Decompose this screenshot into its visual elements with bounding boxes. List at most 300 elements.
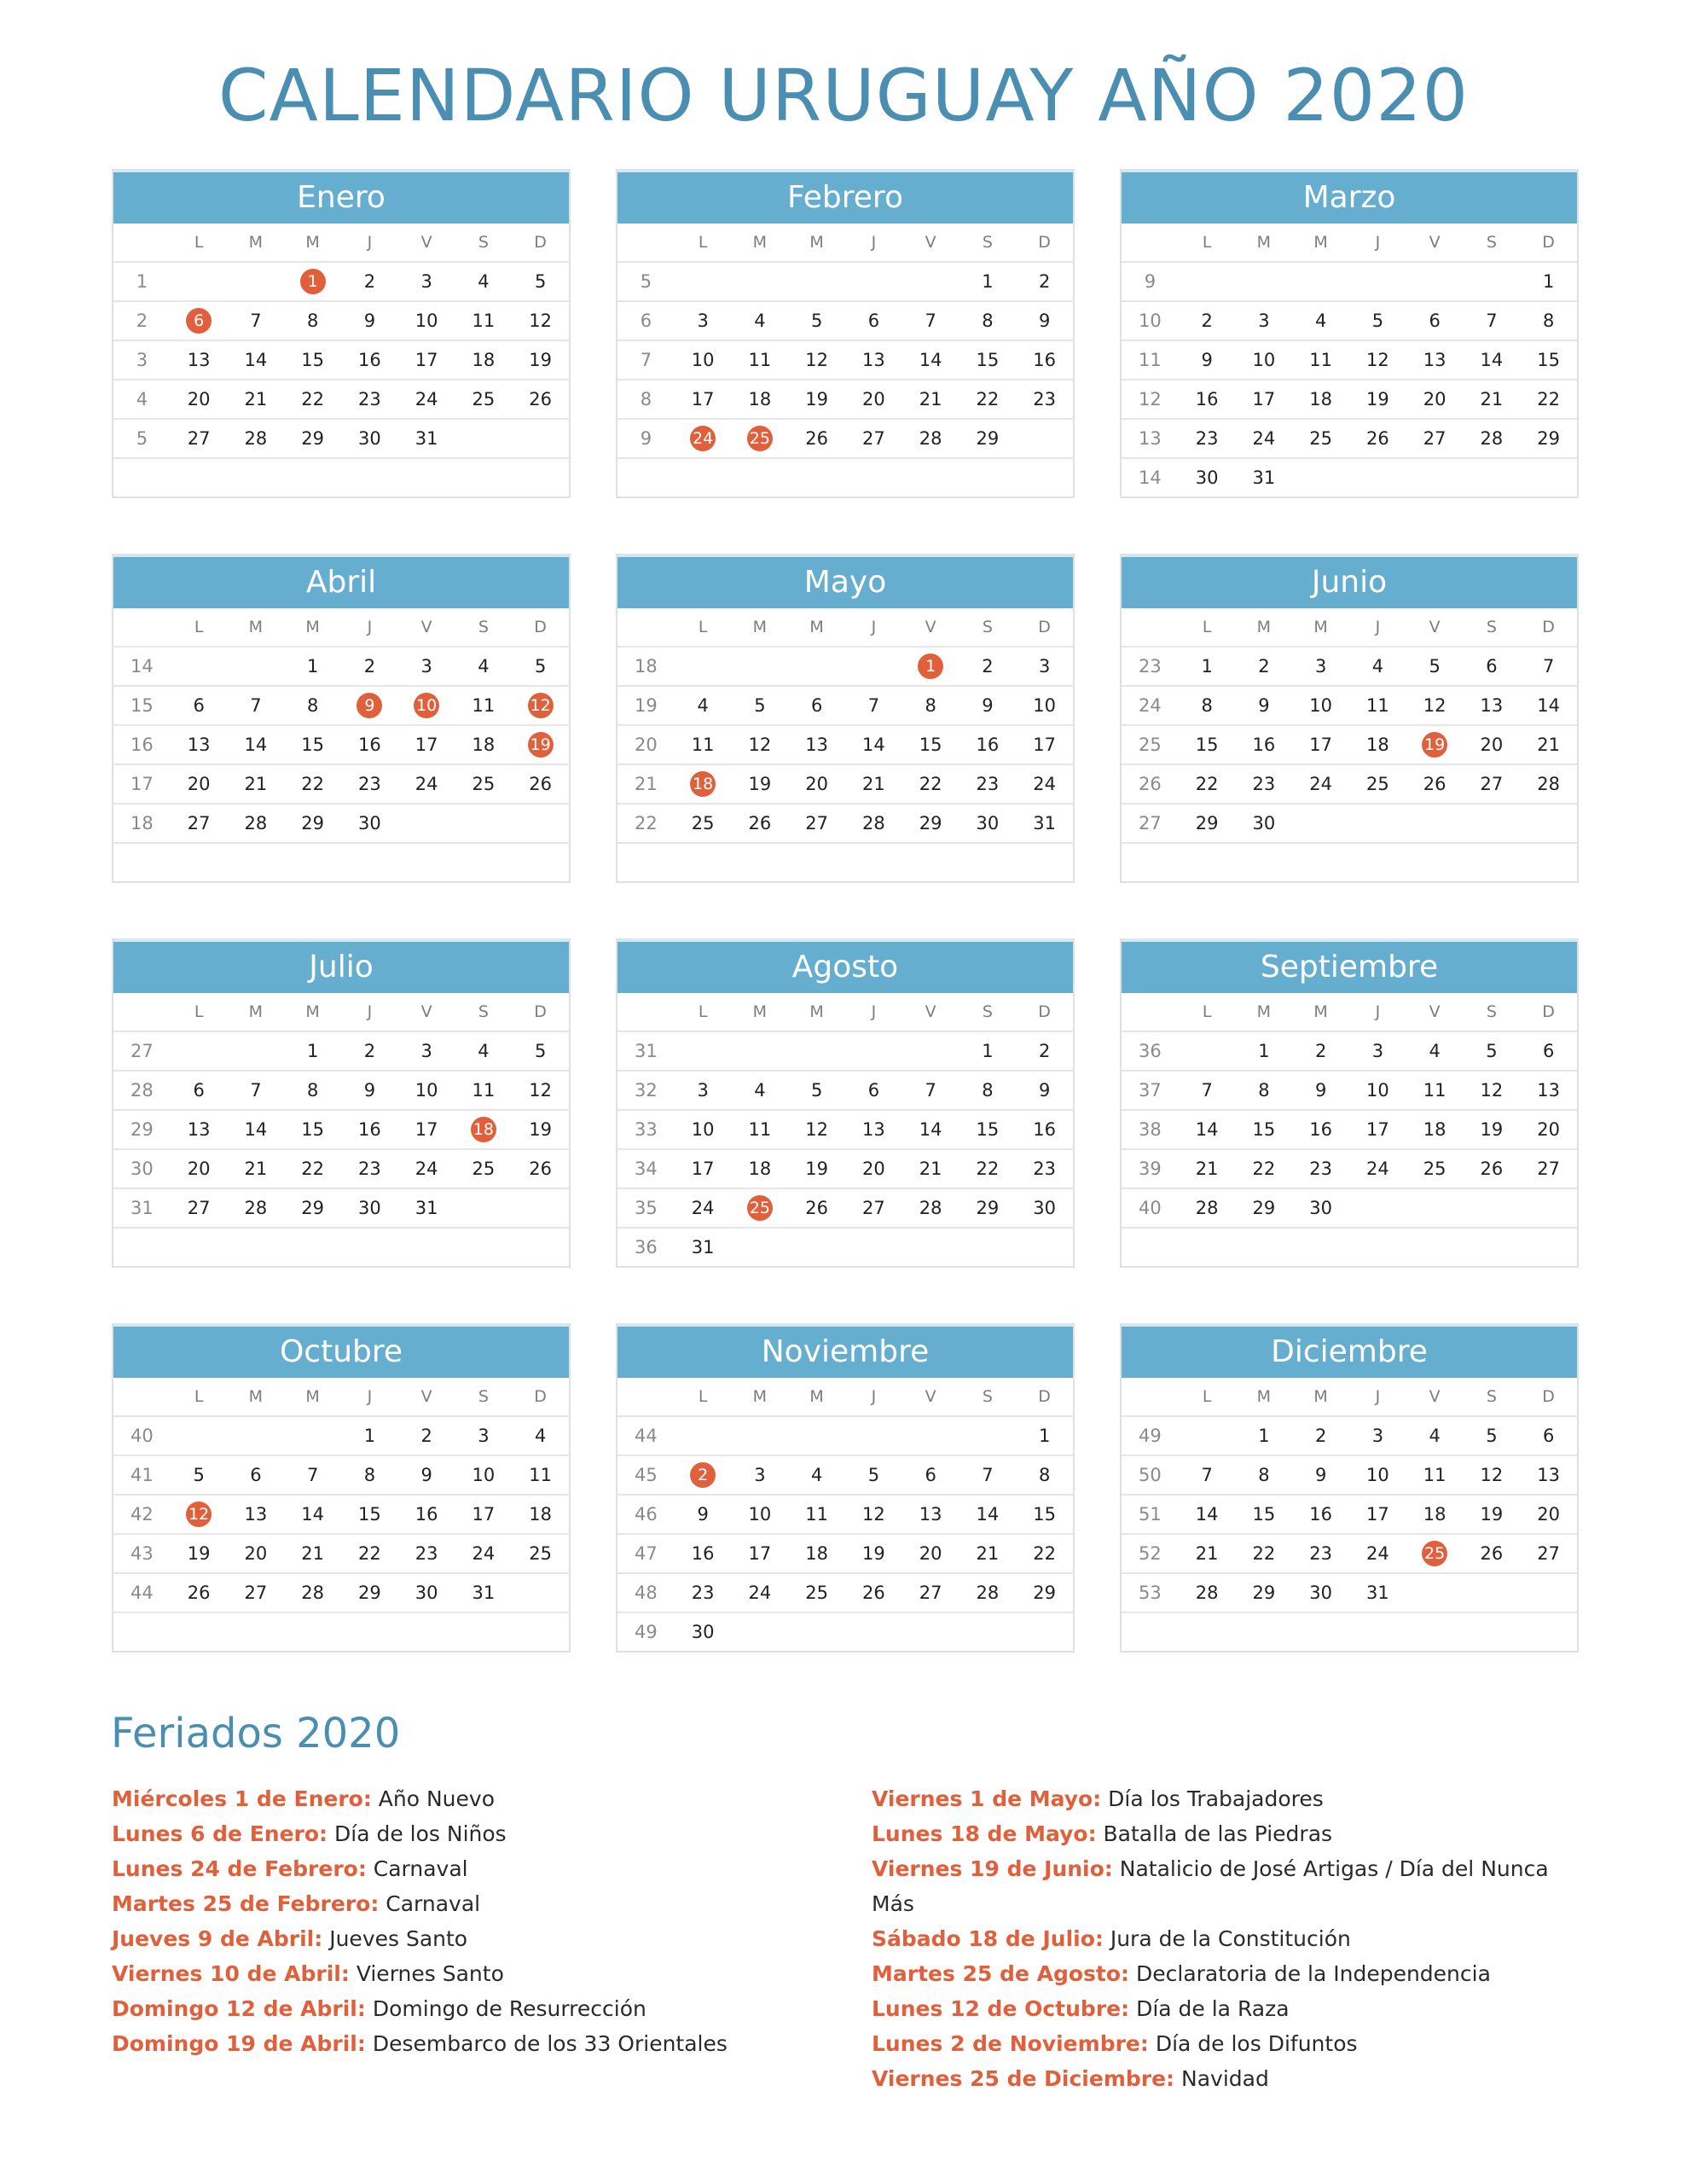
day-cell	[1520, 459, 1577, 497]
day-cell: 15	[1537, 350, 1560, 370]
day-cell: 5	[810, 1080, 823, 1101]
day-cell: 1	[1542, 271, 1555, 292]
day-cell: 19	[748, 774, 772, 794]
day-cell: 9	[420, 1465, 432, 1485]
day-cell	[902, 263, 959, 300]
day-cell	[1406, 1535, 1464, 1572]
day-cell: 1	[306, 1041, 319, 1061]
day-cell: 11	[472, 1080, 496, 1101]
week-row	[617, 263, 1073, 302]
day-cell: 25	[472, 1159, 496, 1179]
week-number: 49	[635, 1622, 658, 1642]
day-cell	[1520, 1228, 1577, 1266]
day-name: S	[982, 233, 993, 252]
day-name: M	[752, 233, 768, 252]
day-cell: 30	[1252, 813, 1276, 834]
day-cell	[512, 1189, 569, 1227]
day-cell: 16	[1033, 350, 1056, 370]
day-cell: 27	[862, 428, 885, 449]
week-row	[113, 1032, 569, 1072]
holiday-item	[112, 1956, 828, 1991]
week-row	[113, 844, 569, 881]
day-cell: 25	[1423, 1159, 1446, 1179]
day-cell	[845, 263, 902, 300]
day-cell	[284, 1417, 341, 1455]
day-cell	[341, 459, 398, 497]
day-cell	[675, 1032, 732, 1070]
day-cell: 7	[867, 695, 880, 716]
day-cell	[1406, 1574, 1464, 1612]
day-cell	[1016, 1613, 1073, 1651]
day-cell: 29	[976, 428, 1000, 449]
day-cell: 10	[1309, 695, 1332, 716]
day-cell: 31	[1252, 468, 1276, 488]
day-cell: 3	[1038, 656, 1051, 677]
day-cell	[512, 1228, 569, 1266]
day-cell: 7	[1486, 311, 1498, 331]
day-cell	[675, 1456, 732, 1494]
day-cell	[1292, 1228, 1349, 1266]
week-number-header	[113, 224, 171, 261]
day-name: S	[1486, 1002, 1497, 1021]
day-cell	[398, 844, 455, 881]
day-cell	[512, 687, 569, 724]
week-row	[113, 420, 569, 459]
day-cell: 4	[478, 271, 490, 292]
week-number: 14	[1139, 468, 1162, 488]
day-cell: 22	[1252, 1543, 1276, 1564]
week-number: 8	[640, 389, 652, 410]
week-number: 24	[1139, 695, 1162, 716]
week-number: 50	[1139, 1465, 1162, 1485]
week-row	[113, 1189, 569, 1228]
week-row	[113, 1456, 569, 1496]
day-cell: 2	[1314, 1426, 1327, 1446]
day-cell	[1349, 804, 1406, 842]
day-cell: 28	[1480, 428, 1504, 449]
day-cell: 13	[805, 735, 828, 755]
day-name: J	[871, 1002, 877, 1021]
day-cell: 18	[1366, 735, 1389, 755]
week-row	[617, 302, 1073, 341]
day-cell: 16	[1309, 1504, 1332, 1525]
day-cell: 29	[919, 813, 942, 834]
day-name: V	[1429, 1002, 1441, 1021]
day-cell	[171, 459, 228, 497]
day-cell: 14	[976, 1504, 1000, 1525]
day-cell: 8	[306, 695, 319, 716]
day-cell: 8	[1258, 1080, 1270, 1101]
day-cell: 22	[358, 1543, 381, 1564]
day-cell: 28	[1537, 774, 1560, 794]
month-2	[1120, 169, 1579, 498]
week-row	[1122, 1072, 1577, 1111]
day-cell: 16	[358, 1119, 381, 1140]
week-row	[1122, 726, 1577, 765]
day-cell	[1236, 844, 1293, 881]
day-cell	[1349, 1228, 1406, 1266]
day-cell: 31	[1033, 813, 1056, 834]
day-cell: 29	[1033, 1583, 1056, 1603]
feriados-title: Feriados 2020	[111, 1710, 401, 1757]
holiday-date: Viernes 10 de Abril:	[112, 1961, 350, 1986]
day-cell: 22	[1195, 774, 1219, 794]
month-name: Junio	[1122, 554, 1577, 608]
day-cell	[171, 844, 228, 881]
day-name: J	[367, 233, 373, 252]
day-cell: 6	[1429, 311, 1441, 331]
day-cell: 5	[754, 695, 766, 716]
day-cell: 29	[301, 813, 324, 834]
day-name: D	[534, 233, 547, 252]
day-cell: 23	[691, 1583, 715, 1603]
day-cell: 10	[415, 311, 438, 331]
day-cell: 12	[805, 1119, 828, 1140]
day-cell	[455, 1111, 513, 1148]
week-row	[1122, 341, 1577, 380]
day-cell: 6	[250, 1465, 262, 1485]
day-cell: 30	[358, 428, 381, 449]
day-cell	[788, 263, 845, 300]
day-cell: 20	[805, 774, 828, 794]
day-cell: 15	[301, 735, 324, 755]
day-cell	[341, 844, 398, 881]
day-cell	[284, 263, 341, 300]
day-cell: 20	[862, 389, 885, 410]
day-name: L	[1202, 618, 1212, 636]
day-cell: 7	[1201, 1465, 1213, 1485]
day-cell: 17	[1252, 389, 1276, 410]
day-cell: 4	[1429, 1041, 1441, 1061]
day-cell	[1016, 844, 1073, 881]
week-number: 9	[640, 428, 652, 449]
day-cell: 14	[301, 1504, 324, 1525]
day-cell: 20	[187, 774, 211, 794]
week-number	[113, 459, 171, 497]
day-cell	[455, 1228, 513, 1266]
day-cell: 8	[1201, 695, 1213, 716]
holiday-marker: 24	[690, 426, 716, 451]
day-cell: 25	[805, 1583, 828, 1603]
week-row	[113, 1072, 569, 1111]
day-cell: 7	[1201, 1080, 1213, 1101]
day-cell	[1349, 459, 1406, 497]
week-row	[1122, 687, 1577, 726]
day-cell: 23	[415, 1543, 438, 1564]
holiday-date: Domingo 19 de Abril:	[112, 2031, 366, 2056]
day-name: M	[1313, 618, 1328, 636]
week-number: 37	[1139, 1080, 1162, 1101]
day-name: V	[925, 618, 936, 636]
day-cell: 24	[1033, 774, 1056, 794]
day-cell: 3	[420, 1041, 432, 1061]
week-row	[1122, 844, 1577, 881]
day-name: D	[1038, 1002, 1051, 1021]
week-number	[113, 844, 171, 881]
day-cell: 6	[867, 311, 880, 331]
day-cell: 31	[472, 1583, 496, 1603]
day-cell	[228, 1417, 285, 1455]
day-cell	[675, 420, 732, 457]
day-cell: 1	[1038, 1426, 1051, 1446]
week-row	[617, 844, 1073, 881]
day-cell	[228, 844, 285, 881]
day-name: S	[478, 1002, 489, 1021]
day-name: M	[1256, 618, 1272, 636]
day-cell	[171, 1496, 228, 1533]
holiday-date: Viernes 25 de Diciembre:	[872, 2066, 1175, 2091]
day-cell	[732, 1032, 789, 1070]
week-row	[617, 420, 1073, 459]
week-row	[617, 459, 1073, 497]
day-name: D	[1542, 618, 1555, 636]
day-cell: 28	[919, 428, 942, 449]
day-cell: 25	[691, 813, 715, 834]
day-cell: 16	[1195, 389, 1219, 410]
day-cell: 17	[1309, 735, 1332, 755]
day-cell: 13	[1423, 350, 1446, 370]
day-cell: 9	[363, 1080, 376, 1101]
day-cell: 9	[363, 311, 376, 331]
week-number: 49	[1139, 1426, 1162, 1446]
holiday-list-left	[112, 1781, 828, 2061]
day-cell: 16	[1033, 1119, 1056, 1140]
holiday-date: Lunes 18 de Mayo:	[872, 1821, 1097, 1846]
holiday-marker: 1	[918, 653, 943, 679]
day-cell: 25	[472, 774, 496, 794]
holiday-item	[112, 1921, 828, 1956]
day-cell	[675, 263, 732, 300]
day-cell: 11	[691, 735, 715, 755]
day-cell	[455, 1189, 513, 1227]
day-cell: 17	[748, 1543, 772, 1564]
day-cell	[512, 420, 569, 457]
day-cell	[845, 1032, 902, 1070]
day-name: V	[420, 618, 432, 636]
day-name: L	[194, 233, 204, 252]
day-cell	[284, 1613, 341, 1651]
day-cell	[732, 459, 789, 497]
day-cell: 9	[697, 1504, 709, 1525]
day-cell: 6	[810, 695, 823, 716]
day-cell: 5	[867, 1465, 880, 1485]
week-number	[1122, 1613, 1179, 1651]
day-cell	[1520, 804, 1577, 842]
week-row	[1122, 1150, 1577, 1189]
day-name: M	[1256, 1002, 1272, 1021]
week-row	[113, 302, 569, 341]
day-cell	[1406, 1228, 1464, 1266]
week-number: 9	[1144, 271, 1157, 292]
month-8	[1120, 938, 1579, 1268]
day-cell: 11	[1309, 350, 1332, 370]
day-cell	[1406, 1189, 1464, 1227]
day-cell: 28	[301, 1583, 324, 1603]
week-number: 12	[1139, 389, 1162, 410]
day-name: S	[478, 1387, 489, 1406]
day-cell	[732, 1189, 789, 1227]
day-cell: 26	[187, 1583, 211, 1603]
week-row	[617, 1613, 1073, 1651]
day-cell: 27	[1480, 774, 1504, 794]
day-cell: 19	[805, 1159, 828, 1179]
holiday-date: Viernes 19 de Junio:	[872, 1856, 1113, 1881]
day-cell	[1406, 804, 1464, 842]
day-cell: 7	[250, 1080, 262, 1101]
day-cell: 17	[472, 1504, 496, 1525]
day-cell: 21	[244, 1159, 268, 1179]
day-cell: 11	[472, 695, 496, 716]
holiday-item	[872, 1956, 1571, 1991]
day-cell: 18	[1423, 1504, 1446, 1525]
day-cell: 11	[748, 350, 772, 370]
day-cell: 11	[1366, 695, 1389, 716]
day-cell: 2	[363, 656, 376, 677]
day-cell: 1	[306, 656, 319, 677]
week-number	[617, 459, 675, 497]
week-number: 10	[1139, 311, 1162, 331]
day-cell: 10	[415, 1080, 438, 1101]
month-name: Septiembre	[1122, 938, 1577, 993]
day-cell: 21	[919, 389, 942, 410]
day-cell: 12	[1480, 1080, 1504, 1101]
day-name: M	[809, 1002, 824, 1021]
week-number: 22	[635, 813, 658, 834]
day-cell: 28	[919, 1198, 942, 1218]
day-cell: 20	[1480, 735, 1504, 755]
day-cell: 7	[250, 695, 262, 716]
week-row	[1122, 804, 1577, 844]
day-cell: 24	[1366, 1543, 1389, 1564]
day-cell: 27	[187, 1198, 211, 1218]
day-cell: 23	[1309, 1159, 1332, 1179]
day-cell: 1	[982, 1041, 994, 1061]
week-number: 40	[130, 1426, 154, 1446]
day-cell: 27	[919, 1583, 942, 1603]
day-cell: 16	[691, 1543, 715, 1564]
day-cell: 14	[862, 735, 885, 755]
day-cell	[341, 1613, 398, 1651]
day-cell: 4	[1371, 656, 1384, 677]
day-cell	[512, 1613, 569, 1651]
holiday-date: Domingo 12 de Abril:	[112, 1996, 366, 2021]
day-cell: 21	[976, 1543, 1000, 1564]
day-cell: 30	[358, 813, 381, 834]
day-cell	[171, 648, 228, 685]
day-cell	[959, 844, 1017, 881]
day-cell: 1	[1201, 656, 1213, 677]
week-number: 48	[635, 1583, 658, 1603]
day-cell: 16	[1309, 1119, 1332, 1140]
day-cell: 23	[1252, 774, 1276, 794]
day-cell: 5	[534, 656, 547, 677]
day-cell: 20	[187, 1159, 211, 1179]
holiday-date: Lunes 2 de Noviembre:	[872, 2031, 1149, 2056]
holiday-date: Martes 25 de Agosto:	[872, 1961, 1130, 1986]
day-cell	[1349, 1613, 1406, 1651]
day-cell: 27	[1537, 1543, 1560, 1564]
day-name: M	[809, 233, 824, 252]
day-cell	[732, 648, 789, 685]
week-number: 41	[130, 1465, 154, 1485]
day-cell: 4	[1429, 1426, 1441, 1446]
day-cell	[959, 1417, 1017, 1455]
day-cell: 20	[1537, 1504, 1560, 1525]
day-name: J	[367, 1002, 373, 1021]
week-number: 5	[640, 271, 652, 292]
day-cell	[398, 1613, 455, 1651]
week-row	[617, 1111, 1073, 1150]
day-cell	[171, 1032, 228, 1070]
day-cell: 20	[1537, 1119, 1560, 1140]
day-cell: 23	[1309, 1543, 1332, 1564]
day-cell: 15	[358, 1504, 381, 1525]
day-cell: 13	[1537, 1080, 1560, 1101]
week-row	[113, 1496, 569, 1535]
day-name: M	[305, 618, 320, 636]
day-cell: 23	[976, 774, 1000, 794]
day-name: M	[305, 1387, 320, 1406]
day-cell: 4	[478, 1041, 490, 1061]
day-cell: 17	[415, 350, 438, 370]
day-name: L	[698, 1387, 708, 1406]
day-cell: 7	[1542, 656, 1555, 677]
day-name: M	[752, 1002, 768, 1021]
day-cell: 13	[244, 1504, 268, 1525]
day-names-row	[617, 608, 1073, 648]
month-11	[1120, 1323, 1579, 1653]
day-cell	[284, 844, 341, 881]
day-cell: 22	[1252, 1159, 1276, 1179]
day-cell	[1016, 1228, 1073, 1266]
day-cell: 1	[363, 1426, 376, 1446]
day-cell: 26	[805, 1198, 828, 1218]
day-cell: 10	[1033, 695, 1056, 716]
week-row	[113, 765, 569, 804]
week-number: 36	[635, 1237, 658, 1258]
day-name: J	[1375, 1002, 1381, 1021]
day-cell: 4	[534, 1426, 547, 1446]
month-0	[112, 169, 571, 498]
day-cell	[732, 420, 789, 457]
day-cell: 3	[420, 656, 432, 677]
week-number: 2	[136, 311, 148, 331]
holiday-name: Viernes Santo	[356, 1961, 504, 1986]
holiday-item	[872, 2026, 1571, 2061]
day-cell: 30	[1033, 1198, 1056, 1218]
day-cell: 5	[1486, 1041, 1498, 1061]
day-cell: 3	[1258, 311, 1270, 331]
week-number	[113, 1613, 171, 1651]
week-row	[617, 1496, 1073, 1535]
week-number: 17	[130, 774, 154, 794]
day-name: V	[1429, 618, 1441, 636]
day-cell: 26	[862, 1583, 885, 1603]
day-cell: 24	[1366, 1159, 1389, 1179]
day-cell: 24	[1252, 428, 1276, 449]
holiday-date: Sábado 18 de Julio:	[872, 1926, 1104, 1951]
holiday-name: Año Nuevo	[378, 1786, 495, 1811]
day-cell: 9	[1314, 1080, 1327, 1101]
day-cell: 16	[358, 350, 381, 370]
day-cell: 13	[919, 1504, 942, 1525]
day-cell	[1464, 844, 1521, 881]
day-cell: 28	[244, 428, 268, 449]
day-cell: 30	[358, 1198, 381, 1218]
holiday-marker: 1	[300, 269, 326, 294]
week-number-header	[1122, 1378, 1179, 1415]
day-cell	[675, 844, 732, 881]
